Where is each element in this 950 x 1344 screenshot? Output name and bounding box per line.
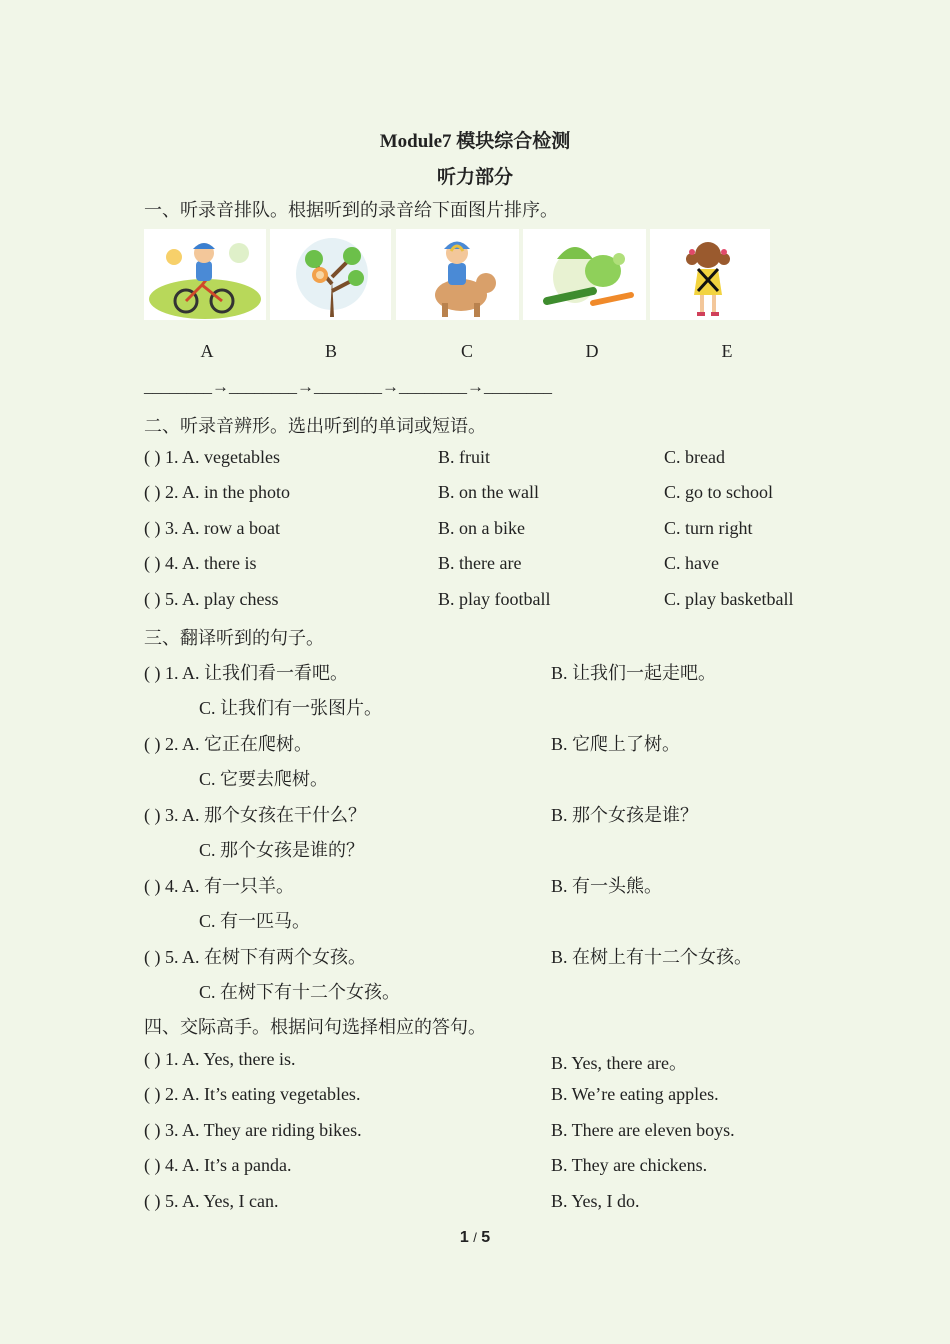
picture-label-c: C <box>460 341 473 361</box>
boy-riding-bike-image <box>144 229 266 320</box>
s4-q1-option-a: ( ) 1. A. Yes, there is. <box>144 1049 296 1069</box>
page-title: Module7 模块综合检测 <box>379 131 571 152</box>
s4-q3-option-a: ( ) 3. A. They are riding bikes. <box>144 1120 362 1140</box>
s2-q3-option-b: B. on a bike <box>438 518 525 538</box>
s3-q2-option-b: B. 它爬上了树。 <box>551 734 681 754</box>
s3-q5-option-a: ( ) 5. A. 在树下有两个女孩。 <box>144 947 366 967</box>
s2-q2-option-c: C. go to school <box>664 482 774 502</box>
page-number <box>0 1229 950 1247</box>
s4-q5-option-b: B. Yes, I do. <box>551 1191 640 1211</box>
s4-q1-option-b: B. Yes, there are。 <box>551 1053 687 1073</box>
section4-heading: 四、交际高手。根据问句选择相应的答句。 <box>144 1017 486 1037</box>
s4-q5-option-a: ( ) 5. A. Yes, I can. <box>144 1191 279 1211</box>
page-subtitle: 听力部分 <box>436 167 513 188</box>
picture-e <box>650 229 770 320</box>
picture-b <box>270 229 391 320</box>
s2-q5-option-a: ( ) 5. A. play chess <box>144 589 279 609</box>
s3-q4-option-b: B. 有一头熊。 <box>551 876 663 896</box>
picture-label-d: D <box>585 341 599 361</box>
s2-q3-option-a: ( ) 3. A. row a boat <box>144 518 280 538</box>
vegetables-image <box>523 229 646 320</box>
s2-q5-option-c: C. play basketball <box>664 589 794 609</box>
s3-q3-option-a: ( ) 3. A. 那个女孩在干什么？ <box>144 805 366 825</box>
s3-q1-option-c: C. 让我们有一张图片。 <box>199 698 383 718</box>
s2-q4-option-b: B. there are <box>438 553 522 573</box>
boy-riding-horse-image <box>396 229 519 320</box>
page-total: 5 <box>481 1229 491 1246</box>
page-separator: / <box>473 1230 477 1245</box>
girl-image <box>650 229 770 320</box>
s3-q2-option-c: C. 它要去爬树。 <box>199 769 329 789</box>
picture-label-a: A <box>200 341 214 361</box>
s2-q2-option-a: ( ) 2. A. in the photo <box>144 482 290 502</box>
s3-q5-option-c: C. 在树下有十二个女孩。 <box>199 982 401 1002</box>
s2-q1-option-b: B. fruit <box>438 447 490 467</box>
s2-q5-option-b: B. play football <box>438 589 551 609</box>
picture-a <box>144 229 266 320</box>
picture-c <box>396 229 519 320</box>
section3-heading: 三、翻译听到的句子。 <box>144 628 324 648</box>
s4-q2-option-a: ( ) 2. A. It’s eating vegetables. <box>144 1084 361 1104</box>
picture-label-e: E <box>721 341 733 361</box>
s3-q2-option-a: ( ) 2. A. 它正在爬树。 <box>144 734 312 754</box>
s4-q4-option-b: B. They are chickens. <box>551 1155 708 1175</box>
s2-q2-option-b: B. on the wall <box>438 482 539 502</box>
s3-q3-option-b: B. 那个女孩是谁？ <box>551 805 699 825</box>
s2-q1-option-c: C. bread <box>664 447 725 467</box>
section1-heading: 一、听录音排队。根据听到的录音给下面图片排序。 <box>144 200 558 220</box>
monkey-in-tree-image <box>270 229 391 320</box>
page-current: 1 <box>459 1229 469 1246</box>
s2-q4-option-c: C. have <box>664 553 719 573</box>
s4-q3-option-b: B. There are eleven boys. <box>551 1120 735 1140</box>
s3-q1-option-a: ( ) 1. A. 让我们看一看吧。 <box>144 663 348 683</box>
s3-q4-option-a: ( ) 4. A. 有一只羊。 <box>144 876 294 896</box>
s4-q4-option-a: ( ) 4. A. It’s a panda. <box>144 1155 292 1175</box>
s3-q3-option-c: C. 那个女孩是谁的？ <box>199 840 365 860</box>
section2-heading: 二、听录音辨形。选出听到的单词或短语。 <box>144 416 486 436</box>
s2-q4-option-a: ( ) 4. A. there is <box>144 553 257 573</box>
s2-q3-option-c: C. turn right <box>664 518 753 538</box>
s3-q4-option-c: C. 有一匹马。 <box>199 911 311 931</box>
s4-q2-option-b: B. We’re eating apples. <box>551 1084 719 1104</box>
s3-q1-option-b: B. 让我们一起走吧。 <box>551 663 717 683</box>
s3-q5-option-b: B. 在树上有十二个女孩。 <box>551 947 753 967</box>
picture-d <box>523 229 646 320</box>
sequence-answer-blanks[interactable]: ________→________→________→________→________ <box>144 377 552 396</box>
s2-q1-option-a: ( ) 1. A. vegetables <box>144 447 280 467</box>
picture-label-b: B <box>324 341 337 361</box>
